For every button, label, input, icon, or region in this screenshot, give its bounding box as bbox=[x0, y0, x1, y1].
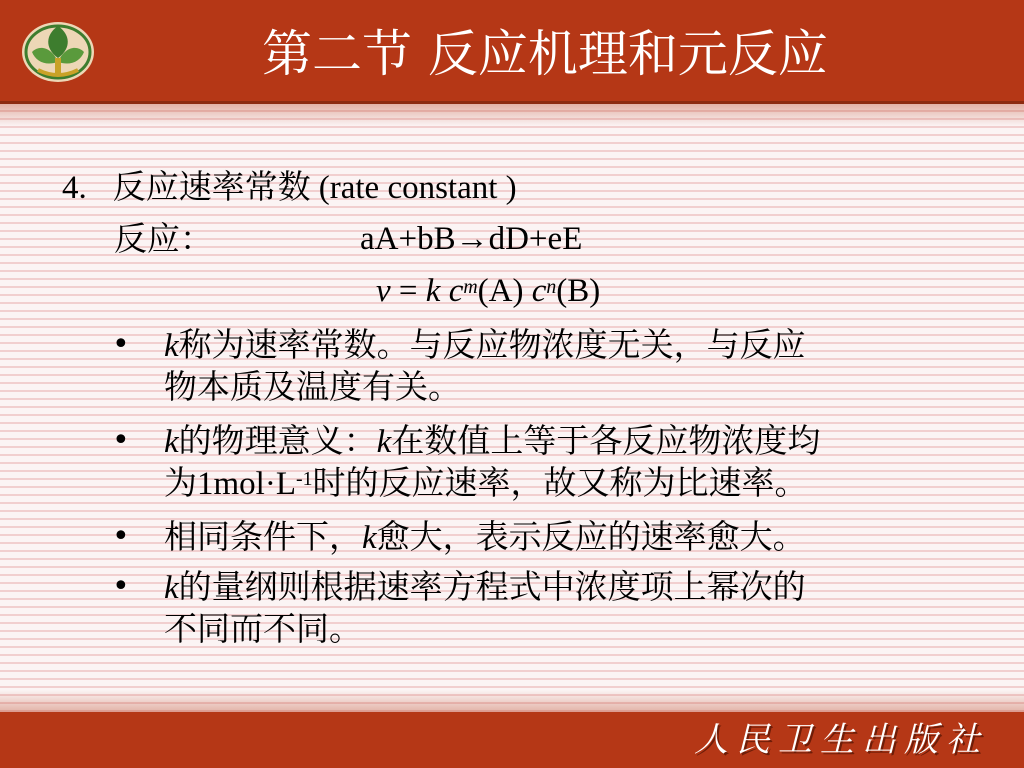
section-heading-cn: 反应速率常数 bbox=[112, 167, 311, 206]
bullet-2-k1: k bbox=[164, 424, 179, 460]
bullet-4-marker: • bbox=[112, 569, 130, 604]
rate-symbol-v: v bbox=[376, 273, 391, 309]
bullet-2-k2: k bbox=[376, 424, 392, 460]
bullet-4-text: 的量纲则根据速率方程式中浓度项上幂次的 bbox=[178, 567, 806, 606]
bullet-1-line-2: 物本质及温度有关。 bbox=[164, 367, 461, 406]
rate-symbol-k: k bbox=[425, 273, 441, 309]
rate-symbol-c2: c bbox=[531, 273, 547, 309]
reaction-label: 反应： bbox=[114, 219, 213, 258]
bullet-2-unit: 1mol·L bbox=[197, 466, 296, 502]
bullet-2-unit-exp: -1 bbox=[295, 468, 313, 490]
rate-equation bbox=[376, 270, 600, 312]
bullet-2-wei: 为 bbox=[164, 463, 197, 502]
rate-equals: = bbox=[390, 273, 426, 309]
bullet-2-line-2 bbox=[164, 462, 807, 505]
rate-species-b: (B) bbox=[556, 273, 601, 309]
rate-exponent-n: n bbox=[546, 276, 557, 298]
bullet-2-line-1 bbox=[164, 420, 820, 463]
bullet-1-k: k bbox=[164, 328, 179, 364]
bullet-3-post: 愈大，表示反应的速率愈大。 bbox=[376, 517, 806, 556]
bullet-3-k: k bbox=[362, 520, 377, 556]
rate-exponent-m: m bbox=[463, 276, 478, 298]
bullet-2-mid: 的物理意义： bbox=[178, 421, 377, 460]
bullet-1-marker: • bbox=[112, 327, 130, 362]
rate-species-a: (A) bbox=[477, 273, 532, 309]
section-number: 4. bbox=[62, 170, 87, 206]
footer-bar bbox=[0, 712, 1024, 768]
footer-shadow bbox=[0, 690, 1024, 712]
bullet-3-marker: • bbox=[112, 519, 130, 554]
section-heading-en: (rate constant ) bbox=[318, 170, 517, 206]
bullet-1-text: 称为速率常数。与反应物浓度无关，与反应 bbox=[178, 325, 806, 364]
publisher-name: 人民卫生出版社 bbox=[694, 720, 988, 760]
bullet-2-text-2: 时的反应速率，故又称为比速率。 bbox=[312, 463, 808, 502]
rate-symbol-c1: c bbox=[448, 273, 464, 309]
bullet-2-text: 在数值上等于各反应物浓度均 bbox=[391, 421, 821, 460]
bullet-1-line-1 bbox=[164, 324, 806, 367]
reaction-equation: aA+bB→dD+eE bbox=[360, 221, 583, 257]
bullet-4-line-1 bbox=[164, 566, 806, 609]
section-heading bbox=[62, 166, 517, 209]
bullet-4-k: k bbox=[164, 570, 179, 606]
bullet-3-pre: 相同条件下， bbox=[164, 517, 362, 556]
bullet-4-line-2: 不同而不同。 bbox=[164, 609, 362, 648]
bullet-3-line-1 bbox=[164, 516, 806, 559]
bullet-2-marker: • bbox=[112, 423, 130, 458]
page-title: 第二节 反应机理和元反应 bbox=[262, 25, 828, 83]
